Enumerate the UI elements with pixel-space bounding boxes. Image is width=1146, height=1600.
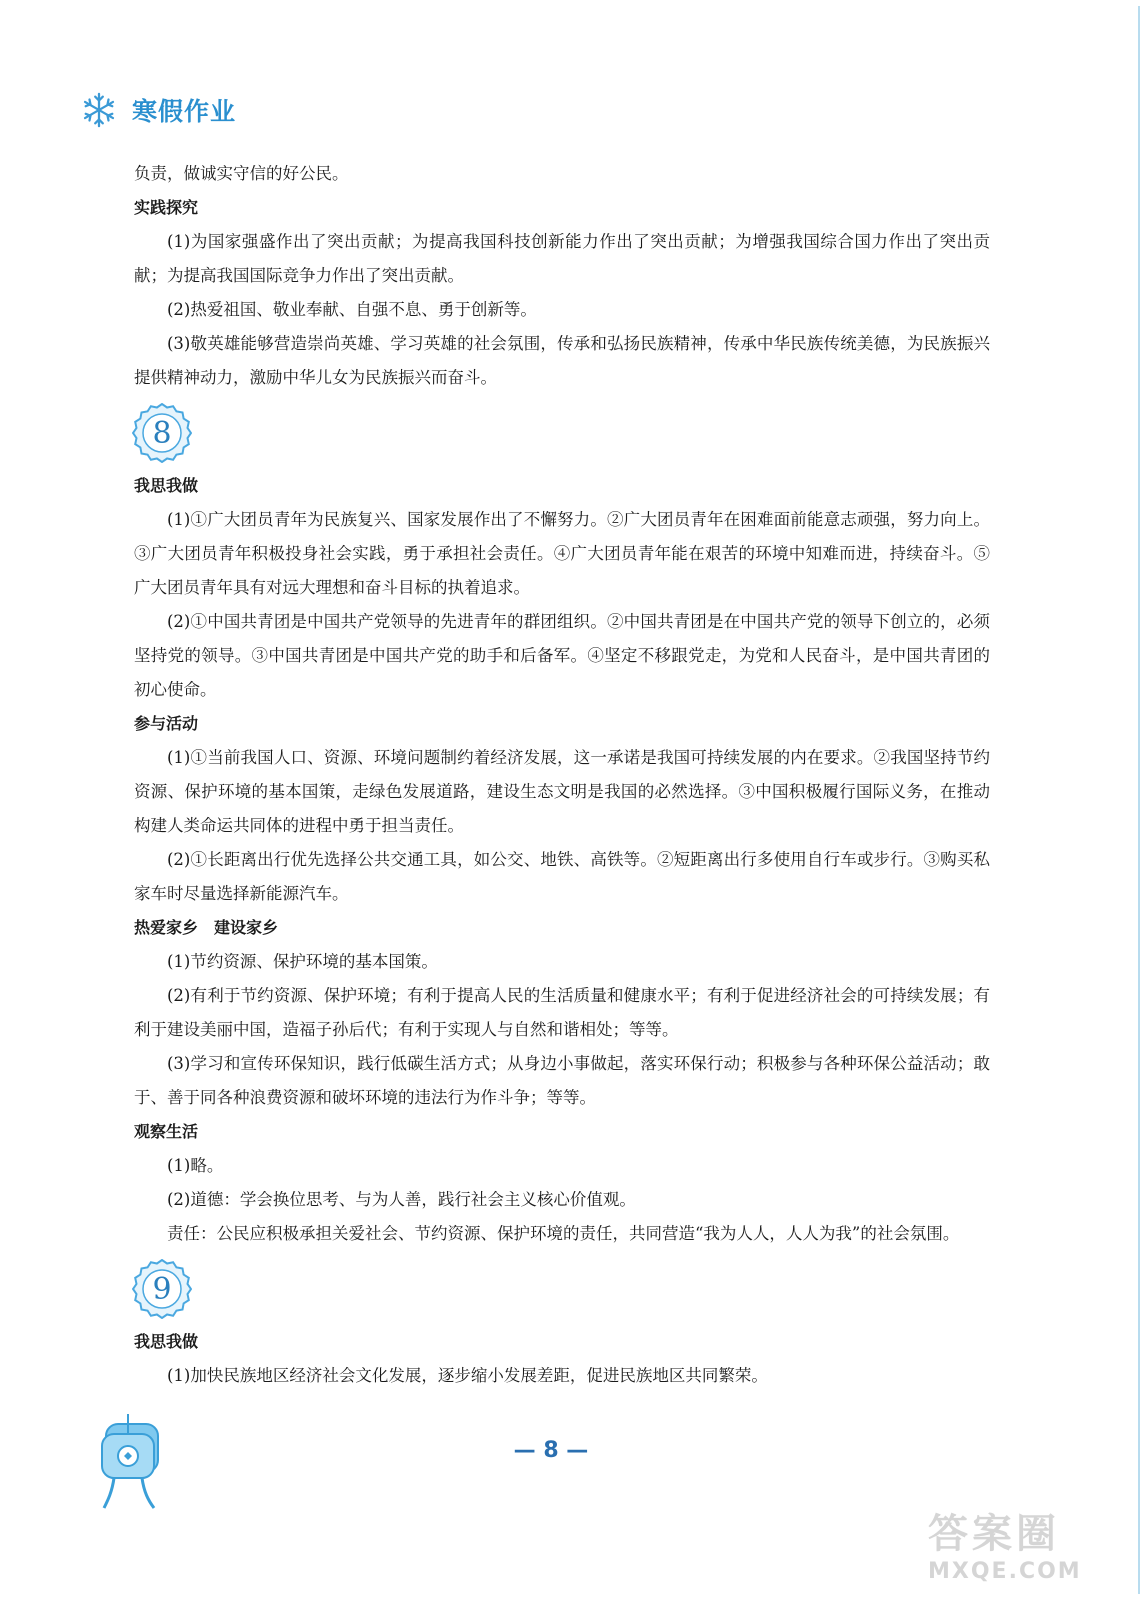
section-heading: 观察生活 <box>134 1122 199 1141</box>
answer-paragraph: (3)学习和宣传环保知识，践行低碳生活方式；从身边小事做起，落实环保行动；积极参与各种环保公益活动；敢于、善于同各种浪费资源和破坏环境的违法行为作斗争；等等。 <box>134 1054 990 1107</box>
answer-paragraph: (2)①长距离出行优先选择公共交通工具，如公交、地铁、高铁等。②短距离出行多使用自行车或步行。③购买私家车时尽量选择新能源汽车。 <box>134 850 990 903</box>
watermark <box>928 1502 1118 1584</box>
answer-paragraph: (3)敬英雄能够营造崇尚英雄、学习英雄的社会氛围，传承和弘扬民族精神，传承中华民族传统美德，为民族振兴提供精神动力，激励中华儿女为民族振兴而奋斗。 <box>134 334 990 387</box>
section-badge-8 <box>132 403 192 463</box>
section-number: 8 <box>152 416 172 451</box>
answer-paragraph: (2)道德：学会换位思考、与为人善，践行社会主义核心价值观。 <box>167 1190 636 1209</box>
answer-paragraph: (1)①当前我国人口、资源、环境问题制约着经济发展，这一承诺是我国可持续发展的内在要求。②我国坚持节约资源、保护环境的基本国策，走绿色发展道路，建设生态文明是我国的必然选择。③中国积极履行国际义务，在推动构建人类命运共同体的进程中勇于担当责任。 <box>134 748 990 835</box>
answer-paragraph: (2)热爱祖国、敬业奉献、自强不息、勇于创新等。 <box>167 300 537 319</box>
answer-content <box>134 157 990 1393</box>
section-number: 9 <box>152 1272 172 1307</box>
answer-paragraph: (2)有利于节约资源、保护环境；有利于提高人民的生活质量和健康水平；有利于促进经济社会的可持续发展；有利于建设美丽中国，造福子孙后代；有利于实现人与自然和谐相处；等等。 <box>134 986 990 1039</box>
lantern-icon <box>98 1412 170 1512</box>
section-heading: 我思我做 <box>134 1332 199 1351</box>
section-heading: 热爱家乡 建设家乡 <box>134 918 279 937</box>
snowflake-icon <box>80 91 118 129</box>
answer-paragraph: (1)加快民族地区经济社会文化发展，逐步缩小发展差距，促进民族地区共同繁荣。 <box>167 1366 768 1385</box>
watermark-cn: 答案圈 <box>928 1511 1060 1557</box>
page-frame-line <box>1138 6 1140 1594</box>
page-number: — 8 — <box>513 1438 589 1463</box>
answer-paragraph: 责任：公民应积极承担关爱社会、节约资源、保护环境的责任，共同营造“我为人人，人人为我”的社会氛围。 <box>167 1224 960 1243</box>
section-heading: 实践探究 <box>134 198 199 217</box>
section-heading: 参与活动 <box>134 714 199 733</box>
page-title: 寒假作业 <box>132 97 237 126</box>
section-badge-9 <box>132 1259 192 1319</box>
page-header <box>80 88 236 132</box>
watermark-en: MXQE.COM <box>928 1559 1082 1584</box>
answer-paragraph: (1)①广大团员青年为民族复兴、国家发展作出了不懈努力。②广大团员青年在困难面前能意志顽强，努力向上。③广大团员青年积极投身社会实践，勇于承担社会责任。④广大团员青年能在艰苦的环境中知难而进，持续奋斗。⑤广大团员青年具有对远大理想和奋斗目标的执着追求。 <box>134 510 990 597</box>
answer-paragraph: (1)节约资源、保护环境的基本国策。 <box>167 952 438 971</box>
answer-paragraph: (1)略。 <box>167 1156 224 1175</box>
answer-paragraph: (2)①中国共青团是中国共产党领导的先进青年的群团组织。②中国共青团是在中国共产党的领导下创立的，必须坚持党的领导。③中国共青团是中国共产党的助手和后备军。④坚定不移跟党走，为党和人民奋斗，是中国共青团的初心使命。 <box>134 612 990 699</box>
answer-paragraph: (1)为国家强盛作出了突出贡献；为提高我国科技创新能力作出了突出贡献；为增强我国综合国力作出了突出贡献；为提高我国国际竞争力作出了突出贡献。 <box>134 232 990 285</box>
section-heading: 我思我做 <box>134 476 199 495</box>
answer-paragraph: 负责，做诚实守信的好公民。 <box>134 164 349 183</box>
